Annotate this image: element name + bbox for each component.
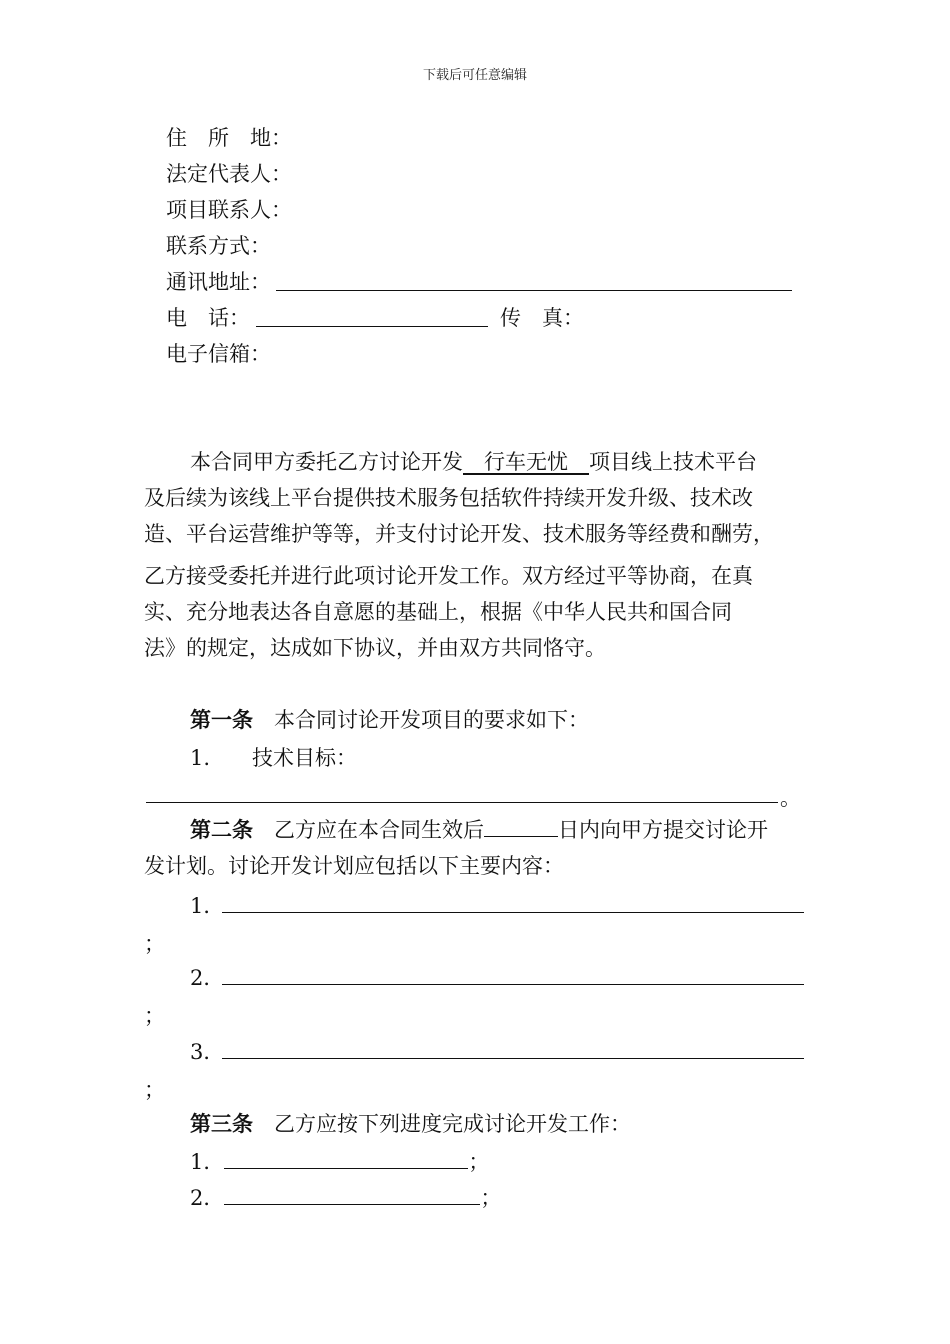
phone-blank (256, 326, 488, 327)
mail-address-label: 通讯地址： (166, 270, 271, 294)
legal-rep-label: 法定代表人： (166, 162, 292, 186)
preamble-line-1 (190, 448, 757, 476)
article-2-item-1-blank (222, 912, 804, 913)
article-2-item-1-end: ； (144, 932, 165, 956)
article-1-item-1 (190, 744, 357, 772)
tech-goal-blank (146, 802, 778, 803)
item-end: ； (480, 1186, 502, 1210)
article-2-item-3-num: 3． (190, 1040, 225, 1064)
article-2-text: 日内向甲方提交讨论开 (558, 818, 768, 842)
phone-label: 电 话： (166, 306, 250, 330)
item-end: ； (468, 1150, 490, 1174)
article-2-heading (190, 816, 768, 844)
article-3-item-1-blank (224, 1148, 468, 1169)
article-2-line-2: 发计划。讨论开发计划应包括以下主要内容： (144, 854, 564, 878)
item-text: 技术目标： (252, 746, 358, 770)
email-label: 电子信箱： (166, 342, 271, 366)
project-name: 行车无忧 (463, 450, 589, 474)
article-3-item-2-blank (224, 1184, 480, 1205)
preamble-line-5: 实、充分地表达各自意愿的基础上，根据《中华人民共和国合同 (144, 600, 732, 624)
contact-method-label: 联系方式： (166, 234, 271, 258)
item-number: 1. (190, 746, 211, 770)
page-header: 下载后可任意编辑 (422, 68, 527, 83)
preamble-text: 项目线上技术平台 (589, 450, 757, 474)
article-2-item-2-end: ； (144, 1004, 165, 1028)
preamble-line-6: 法》的规定，达成如下协议，并由双方共同恪守。 (144, 636, 606, 660)
item-number: 1． (190, 1150, 225, 1174)
project-contact-label: 项目联系人： (166, 198, 292, 222)
preamble-line-2: 及后续为该线上平台提供技术服务包括软件持续开发升级、技术改 (144, 486, 753, 510)
article-3-item-1 (190, 1148, 489, 1176)
end-mark: 。 (780, 786, 801, 810)
article-2-label: 第二条 (190, 817, 253, 842)
preamble-line-4: 乙方接受委托并进行此项讨论开发工作。双方经过平等协商，在真 (144, 564, 753, 588)
article-2-item-2-num: 2． (190, 966, 225, 990)
article-2-item-1-num: 1． (190, 894, 225, 918)
article-2-item-3-blank (222, 1058, 804, 1059)
article-3-item-2 (190, 1184, 501, 1212)
article-2-text: 乙方应在本合同生效后 (274, 818, 484, 842)
article-3-label: 第三条 (190, 1111, 253, 1136)
article-1-heading (190, 706, 589, 734)
preamble-line-3: 造、平台运营维护等等，并支付讨论开发、技术服务等经费和酬劳， (144, 522, 774, 546)
days-blank (484, 816, 558, 837)
item-number: 2． (190, 1186, 225, 1210)
article-3-heading (190, 1110, 631, 1138)
fax-label: 传 真： (500, 306, 584, 330)
article-1-label: 第一条 (190, 707, 253, 732)
article-1-text: 本合同讨论开发项目的要求如下： (274, 708, 589, 732)
preamble-text: 本合同甲方委托乙方讨论开发 (190, 450, 463, 474)
mail-address-blank (276, 290, 792, 291)
article-3-text: 乙方应按下列进度完成讨论开发工作： (274, 1112, 631, 1136)
article-2-item-3-end: ； (144, 1078, 165, 1102)
article-2-item-2-blank (222, 984, 804, 985)
address-label: 住 所 地： (166, 126, 292, 150)
